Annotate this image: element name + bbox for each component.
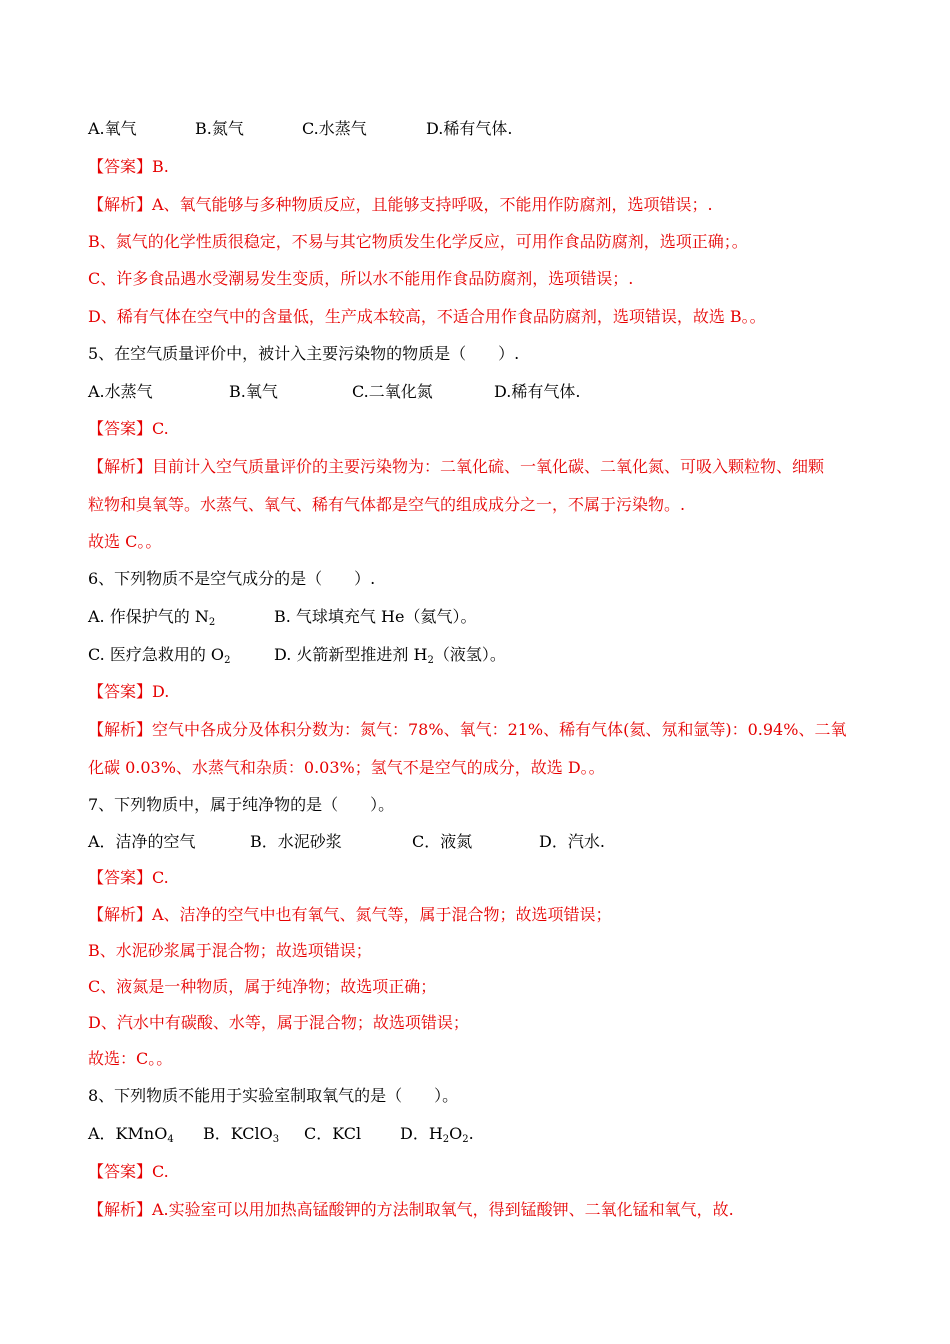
q6-stem: 6、下列物质不是空气成分的是（ ）. — [88, 569, 376, 588]
q6-option-d: D. 火箭新型推进剂 $H_2$（液氢）。 — [274, 645, 506, 666]
q4-answer: 【答案】B. — [88, 157, 169, 176]
q8-stem: 8、下列物质不能用于实验室制取氧气的是（ ）。 — [88, 1086, 459, 1105]
q5-analysis-line: 粒物和臭氧等。水蒸气、氧气、稀有气体都是空气的组成成分之一，不属于污染物。. — [88, 495, 686, 514]
q5-option-a: A.水蒸气 — [88, 382, 153, 401]
q7-option-c: C．液氮 — [412, 832, 473, 851]
q4-option-b: B.氮气 — [195, 119, 244, 138]
q7-answer: 【答案】C. — [88, 868, 169, 887]
q6-analysis-line: 【解析】空气中各成分及体积分数为：氮气：78%、氧气：21%、稀有气体(氦、氖和氩等)：0.94%、二氧 — [88, 720, 847, 739]
q7-analysis-line: B、水泥砂浆属于混合物；故选项错误； — [88, 941, 372, 960]
q7-stem: 7、下列物质中，属于纯净物的是（ ）。 — [88, 795, 395, 814]
q8-option-c: C．KCl — [304, 1124, 362, 1143]
q7-option-a: A．洁净的空气 — [88, 832, 196, 851]
q7-analysis-line: 故选：C。。 — [88, 1049, 173, 1068]
q4-analysis-line: D、稀有气体在空气中的含量低，生产成本较高，不适合用作食品防腐剂，选项错误，故选 B。。 — [88, 307, 766, 326]
q8-option-a: A．KMnO$_4$ — [88, 1124, 174, 1145]
q5-analysis-line: 【解析】目前计入空气质量评价的主要污染物为：二氧化硫、一氧化碳、二氧化氮、可吸入颗粒物、细颗 — [88, 457, 825, 476]
q7-analysis-line: 【解析】A、洁净的空气中也有氧气、氮气等，属于混合物；故选项错误； — [88, 905, 612, 924]
q8-option-b: B．KClO$_3$ — [203, 1124, 280, 1145]
q4-option-c: C.水蒸气 — [302, 119, 367, 138]
q4-analysis-line: C、许多食品遇水受潮易发生变质，所以水不能用作食品防腐剂，选项错误；. — [88, 269, 634, 288]
q5-option-d: D.稀有气体. — [494, 382, 581, 401]
q5-answer: 【答案】C. — [88, 419, 169, 438]
q8-answer: 【答案】C. — [88, 1162, 169, 1181]
q5-analysis-line: 故选 C。。 — [88, 532, 162, 551]
q4-analysis-line: B、氮气的化学性质很稳定，不易与其它物质发生化学反应，可用作食品防腐剂，选项正确；。 — [88, 232, 748, 251]
q7-option-b: B．水泥砂浆 — [250, 832, 342, 851]
q8-option-d: D．$H_2O_2$. — [400, 1124, 474, 1145]
q6-option-b: B. 气球填充气 He（氦气）。 — [274, 607, 477, 626]
q6-answer: 【答案】D. — [88, 682, 170, 701]
q6-option-c: C. 医疗急救用的 $O_2$ — [88, 645, 231, 666]
q7-analysis-line: D、汽水中有碳酸、水等，属于混合物；故选项错误； — [88, 1013, 469, 1032]
q4-option-d: D.稀有气体. — [426, 119, 513, 138]
q5-stem: 5、在空气质量评价中，被计入主要污染物的物质是（ ）. — [88, 344, 520, 363]
q5-option-c: C.二氧化氮 — [352, 382, 433, 401]
q6-analysis-line: 化碳 0.03%、水蒸气和杂质：0.03%；氢气不是空气的成分，故选 D。。 — [88, 758, 605, 777]
q4-analysis-line: 【解析】A、氧气能够与多种物质反应，且能够支持呼吸，不能用作防腐剂，选项错误；. — [88, 195, 713, 214]
q6-option-a: A. 作保护气的 $N_2$ — [88, 607, 216, 628]
q5-option-b: B.氧气 — [229, 382, 278, 401]
q4-option-a: A.氧气 — [88, 119, 137, 138]
q7-option-d: D．汽水. — [539, 832, 605, 851]
q7-analysis-line: C、液氮是一种物质，属于纯净物；故选项正确； — [88, 977, 437, 996]
q8-analysis-line: 【解析】A.实验室可以用加热高锰酸钾的方法制取氧气，得到锰酸钾、二氧化锰和氧气，故. — [88, 1200, 734, 1219]
